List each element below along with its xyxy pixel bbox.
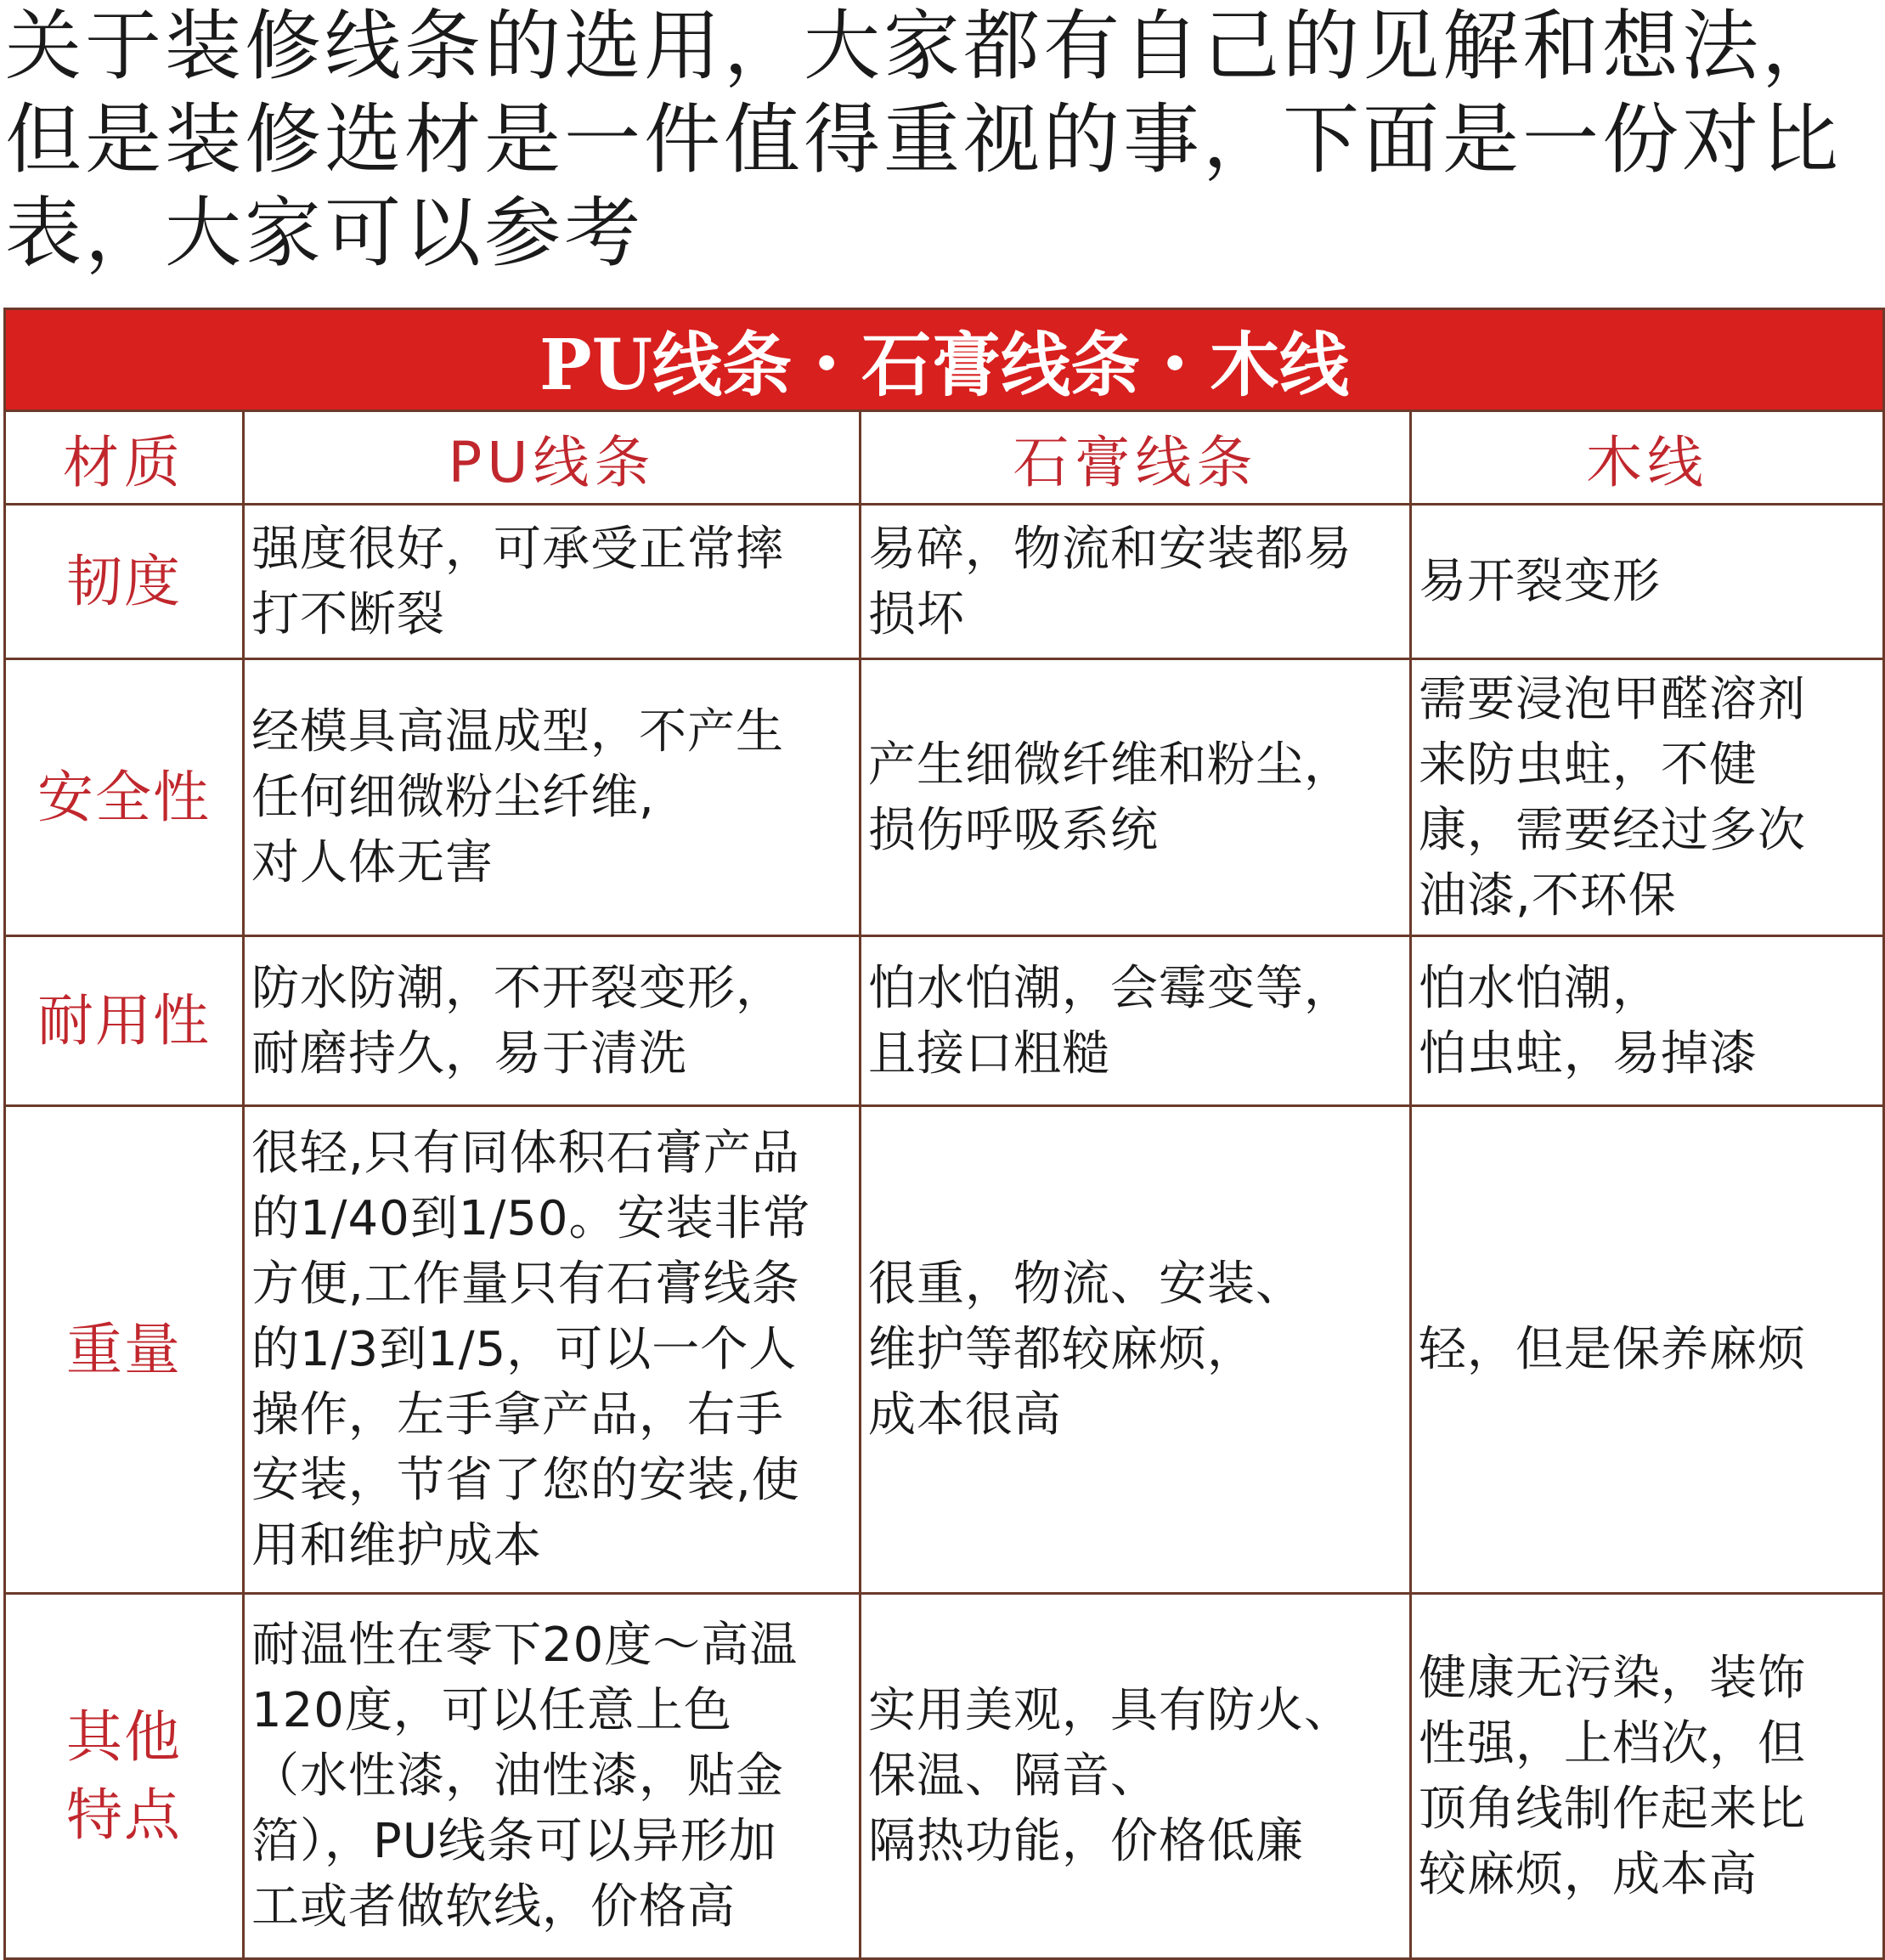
cell-pu: 很轻,只有同体积石膏产品 的1/40到1/50。安装非常 方便,工作量只有石膏线条 的1/3到1/5，可以一个人 操作，左手拿产品，右手 安装，节省了您的安装,使 用和维护成本 (244, 1106, 861, 1594)
table-title: PU线条・石膏线条・木线 (5, 309, 1884, 411)
intro-paragraph: 关于装修线条的选用，大家都有自己的见解和想法，但是装修选材是一件值得重视的事，下面是一份对比表，大家可以参考 (5, 2, 1842, 278)
row-label: 重量 (5, 1106, 244, 1594)
cell-pu: 耐温性在零下20度～高温 120度，可以任意上色 （水性漆，油性漆，贴金 箔），PU线条可以异形加 工或者做软线，价格高 (244, 1594, 861, 1959)
cell-pu: 经模具高温成型，不产生 任何细微粉尘纤维, 对人体无害 (244, 659, 861, 936)
table-row (5, 505, 1884, 659)
cell-gypsum: 很重，物流、安装、 维护等都较麻烦， 成本很高 (861, 1106, 1411, 1594)
table-row (5, 936, 1884, 1106)
cell-pu: 防水防潮，不开裂变形， 耐磨持久，易于清洗 (244, 936, 861, 1106)
table-row (5, 659, 1884, 936)
comparison-table (3, 308, 1885, 1960)
header-gypsum: 石膏线条 (861, 411, 1411, 505)
cell-gypsum: 怕水怕潮，会霉变等， 且接口粗糙 (861, 936, 1411, 1106)
row-label: 耐用性 (5, 936, 244, 1106)
header-row (5, 411, 1884, 505)
table-title-row (5, 309, 1884, 411)
row-label: 韧度 (5, 505, 244, 659)
cell-wood: 怕水怕潮， 怕虫蛀，易掉漆 (1411, 936, 1884, 1106)
cell-gypsum: 实用美观，具有防火、 保温、隔音、 隔热功能，价格低廉 (861, 1594, 1411, 1959)
cell-wood: 轻，但是保养麻烦 (1411, 1106, 1884, 1594)
cell-wood: 需要浸泡甲醛溶剂 来防虫蛀，不健 康，需要经过多次 油漆,不环保 (1411, 659, 1884, 936)
header-material: 材质 (5, 411, 244, 505)
row-label: 其他 特点 (5, 1594, 244, 1959)
table-row (5, 1106, 1884, 1594)
cell-wood: 健康无污染，装饰 性强，上档次，但 顶角线制作起来比 较麻烦，成本高 (1411, 1594, 1884, 1959)
cell-gypsum: 易碎，物流和安装都易 损坏 (861, 505, 1411, 659)
header-pu: PU线条 (244, 411, 861, 505)
table-row (5, 1594, 1884, 1959)
cell-wood: 易开裂变形 (1411, 505, 1884, 659)
cell-gypsum: 产生细微纤维和粉尘， 损伤呼吸系统 (861, 659, 1411, 936)
row-label: 安全性 (5, 659, 244, 936)
cell-pu: 强度很好，可承受正常摔 打不断裂 (244, 505, 861, 659)
header-wood: 木线 (1411, 411, 1884, 505)
